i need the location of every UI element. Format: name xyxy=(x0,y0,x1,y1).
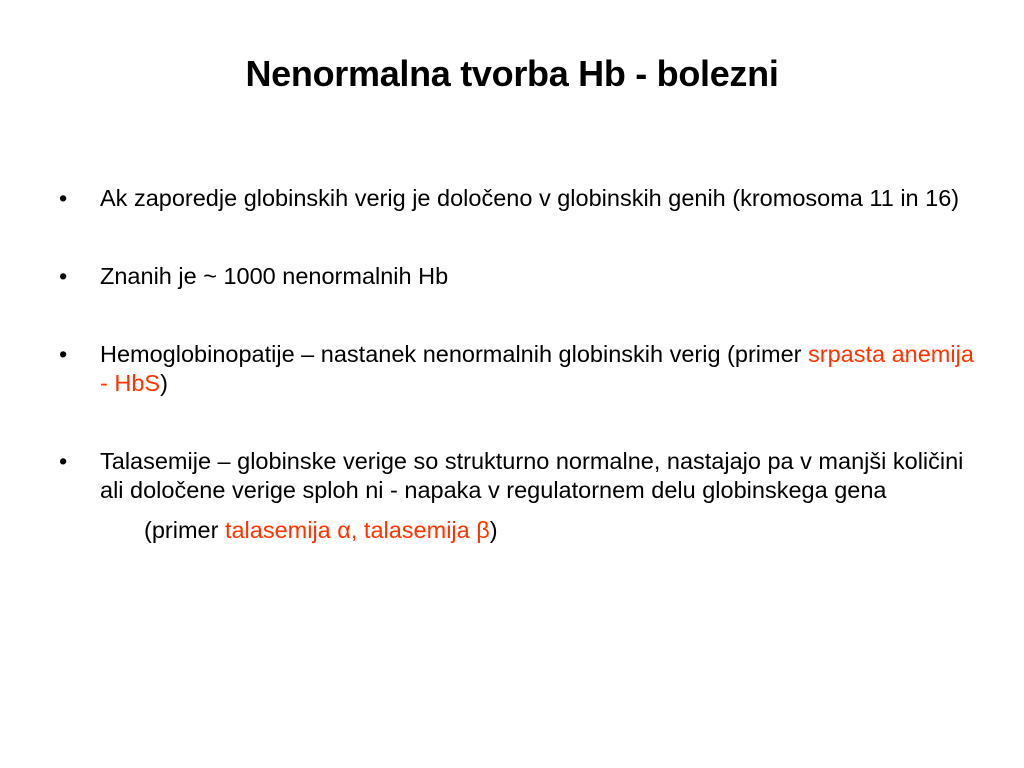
bullet-icon: • xyxy=(59,185,68,211)
bullet-text: Ak zaporedje globinskih verig je določeno v globinskih genih (kromosoma 11 in 16) xyxy=(100,185,960,211)
bullet-text: Talasemije – globinske verige so strukturno normalne, nastajajo pa v manjši količini ali določene verige sploh ni - napaka v regulatornem delu globinskega gena xyxy=(100,448,964,503)
bullet-item-1 xyxy=(56,184,976,213)
bullet-text-end: ) xyxy=(160,370,168,396)
bullet-text: Hemoglobinopatije – nastanek nenormalnih globinskih verig (primer xyxy=(100,341,808,367)
subline-text-end: ) xyxy=(489,517,498,543)
bullet-icon: • xyxy=(59,263,68,289)
bullet-icon: • xyxy=(59,448,68,474)
subline-text: (primer xyxy=(144,517,225,543)
slide-title: Nenormalna tvorba Hb - bolezni xyxy=(245,53,779,94)
bullet-list xyxy=(56,184,976,545)
bullet-item-4 xyxy=(56,447,976,545)
bullet-subline xyxy=(100,516,976,545)
highlight-text: srpasta anemija - HbS xyxy=(100,341,974,396)
bullet-item-3 xyxy=(56,340,976,398)
highlight-text: talasemija α, talasemija β xyxy=(224,517,490,543)
bullet-item-2 xyxy=(56,262,976,291)
bullet-icon: • xyxy=(59,341,68,367)
bullet-text: Znanih je ~ 1000 nenormalnih Hb xyxy=(100,263,449,289)
